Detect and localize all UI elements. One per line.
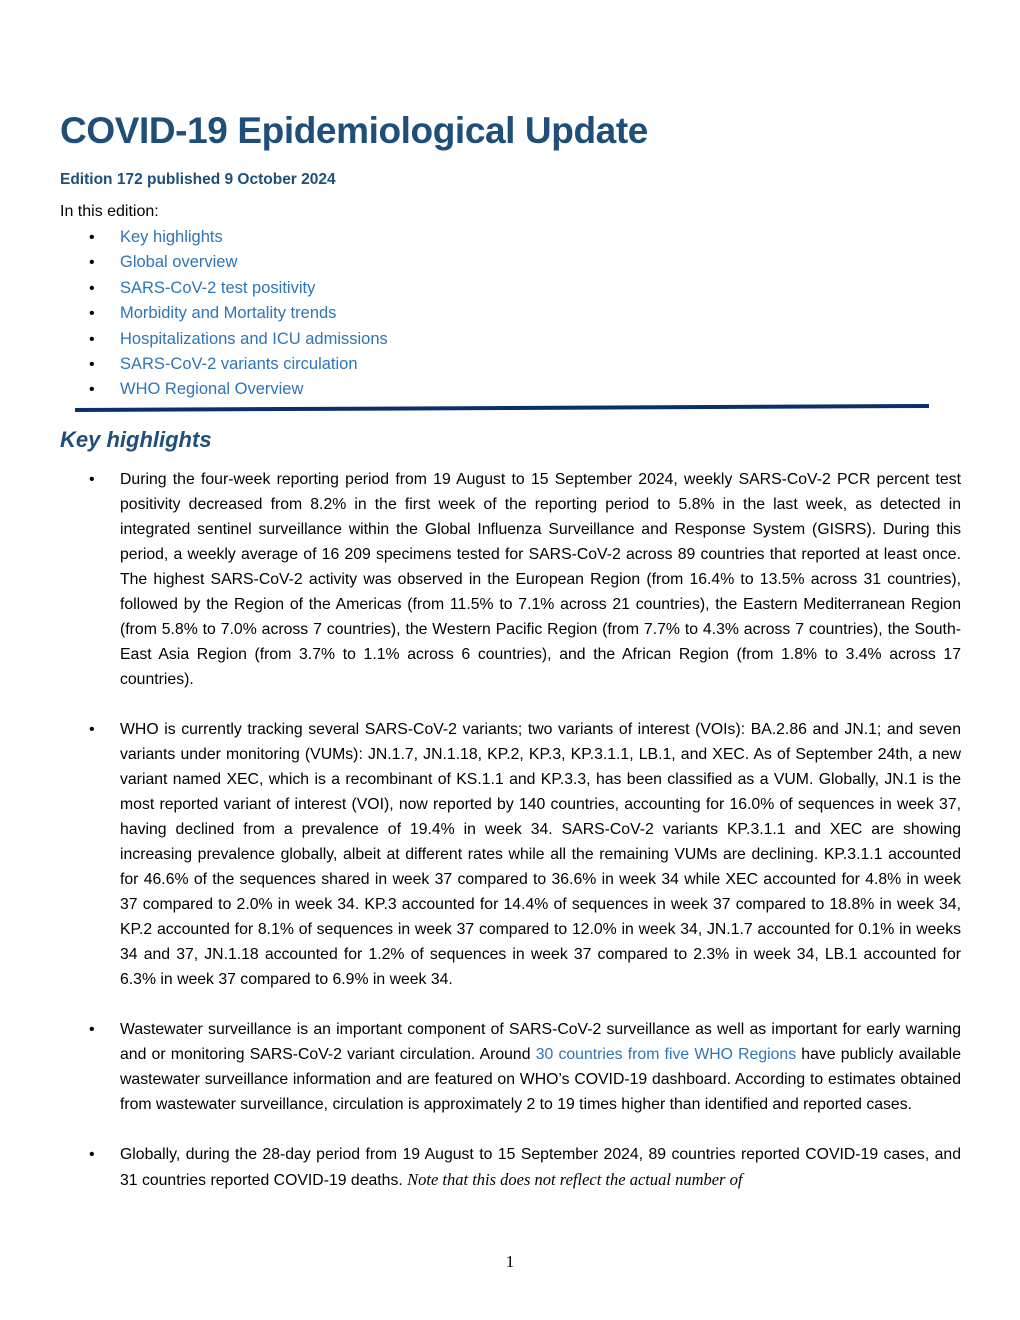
toc-item bbox=[85, 250, 388, 275]
toc-item bbox=[85, 327, 388, 352]
toc-item bbox=[85, 301, 388, 326]
key-highlights-heading: Key highlights bbox=[60, 427, 212, 452]
toc-link-regional-overview[interactable]: WHO Regional Overview bbox=[120, 380, 304, 399]
toc-item bbox=[85, 377, 388, 402]
toc-intro: In this edition: bbox=[60, 203, 159, 220]
highlight-wastewater-text-start: Wastewater surveillance is an important component of SARS-CoV-2 surveillance as well as important for early warning and or monitoring SARS-CoV-2 variant circulation. Around bbox=[120, 1021, 961, 1063]
highlight-wastewater-text-end: have publicly available wastewater surveillance information and are featured on WHO’s COVID-19 dashboard. According to estimates obtained from wastewater surveillance, circulation is approximately 2 to 19 times higher than identified and reported cases. bbox=[120, 1046, 961, 1113]
wastewater-countries-link[interactable]: 30 countries from five WHO Regions bbox=[535, 1046, 797, 1063]
highlight-cases-note: Note that this does not reflect the actual number of bbox=[407, 1170, 743, 1189]
highlight-test-positivity: • During the four-week reporting period from 19 August to 15 September 2024, weekly SARS-CoV-2 PCR percent test positivity decreased from 8.2% in the first week of the reporting period to 5.8% in the last week, as detected in integrated sentinel surveillance within the Global Influenza Surveillance and Response System (GISRS). During this period, a weekly average of 16 209 specimens tested for SARS-CoV-2 across 89 countries that reported at least once. The highest SARS-CoV-2 activity was observed in the European Region (from 16.4% to 13.5% across 31 countries), followed by the Region of the Americas (from 11.5% to 7.1% across 21 countries), the Eastern Mediterranean Region (from 5.8% to 7.0% across 7 countries), the Western Pacific Region (from 7.7% to 4.3% across 7 countries), the South-East Asia Region (from 3.7% to 1.1% across 6 countries), and the African Region (from 1.8% to 3.4% across 17 countries). bbox=[85, 467, 961, 692]
key-highlights-list bbox=[85, 467, 961, 1218]
section-divider bbox=[75, 402, 929, 414]
table-of-contents bbox=[85, 225, 388, 403]
toc-item bbox=[85, 225, 388, 250]
toc-link-global-overview[interactable]: Global overview bbox=[120, 253, 238, 272]
toc-link-hospitalizations[interactable]: Hospitalizations and ICU admissions bbox=[120, 329, 388, 348]
toc-item bbox=[85, 352, 388, 377]
highlight-variants: • WHO is currently tracking several SARS-CoV-2 variants; two variants of interest (VOIs): BA.2.86 and JN.1; and seven variants under monitoring (VUMs): JN.1.7, JN.1.18, KP.2, KP.3, KP.3.1.1, LB.1, and XEC. As of September 24th, a new variant named XEC, which is a recombinant of KS.1.1 and KP.3.3, has been classified as a VUM. Globally, JN.1 is the most reported variant of interest (VOI), now reported by 140 countries, accounting for 16.0% of sequences in week 37, having declined from a prevalence of 19.4% in week 34. SARS-CoV-2 variants KP.3.1.1 and XEC are showing increasing prevalence globally, albeit at different rates while all the remaining VUMs are declining. KP.3.1.1 accounted for 46.6% of the sequences shared in week 37 compared to 36.6% in week 34 while XEC accounted for 4.8% in week 37 compared to 2.0% in week 34. KP.3 accounted for 14.4% of sequences in week 37 compared to 18.8% in week 34, KP.2 accounted for 8.1% of sequences in week 37 compared to 12.0% in week 34, JN.1.7 accounted for 0.1% in weeks 34 and 37, JN.1.18 accounted for 1.2% of sequences in week 37 compared to 2.3% in week 34, LB.1 accounted for 6.3% in week 37 compared to 6.9% in week 34. bbox=[85, 717, 961, 992]
page-number: 1 bbox=[505, 1252, 515, 1271]
toc-link-key-highlights[interactable]: Key highlights bbox=[120, 228, 223, 246]
toc-item bbox=[85, 276, 388, 301]
page-title: COVID-19 Epidemiological Update bbox=[60, 110, 648, 151]
toc-link-test-positivity[interactable]: SARS-CoV-2 test positivity bbox=[120, 278, 316, 297]
highlight-cases-deaths bbox=[85, 1142, 961, 1193]
toc-link-morbidity-mortality[interactable]: Morbidity and Mortality trends bbox=[120, 304, 337, 323]
toc-link-variants[interactable]: SARS-CoV-2 variants circulation bbox=[120, 354, 358, 373]
highlight-cases-text: Globally, during the 28-day period from 19 August to 15 September 2024, 89 countries reported COVID-19 cases, and 31 countries reported COVID-19 deaths. bbox=[120, 1146, 961, 1189]
edition-line: Edition 172 published 9 October 2024 bbox=[60, 171, 336, 188]
highlight-wastewater bbox=[85, 1017, 961, 1117]
